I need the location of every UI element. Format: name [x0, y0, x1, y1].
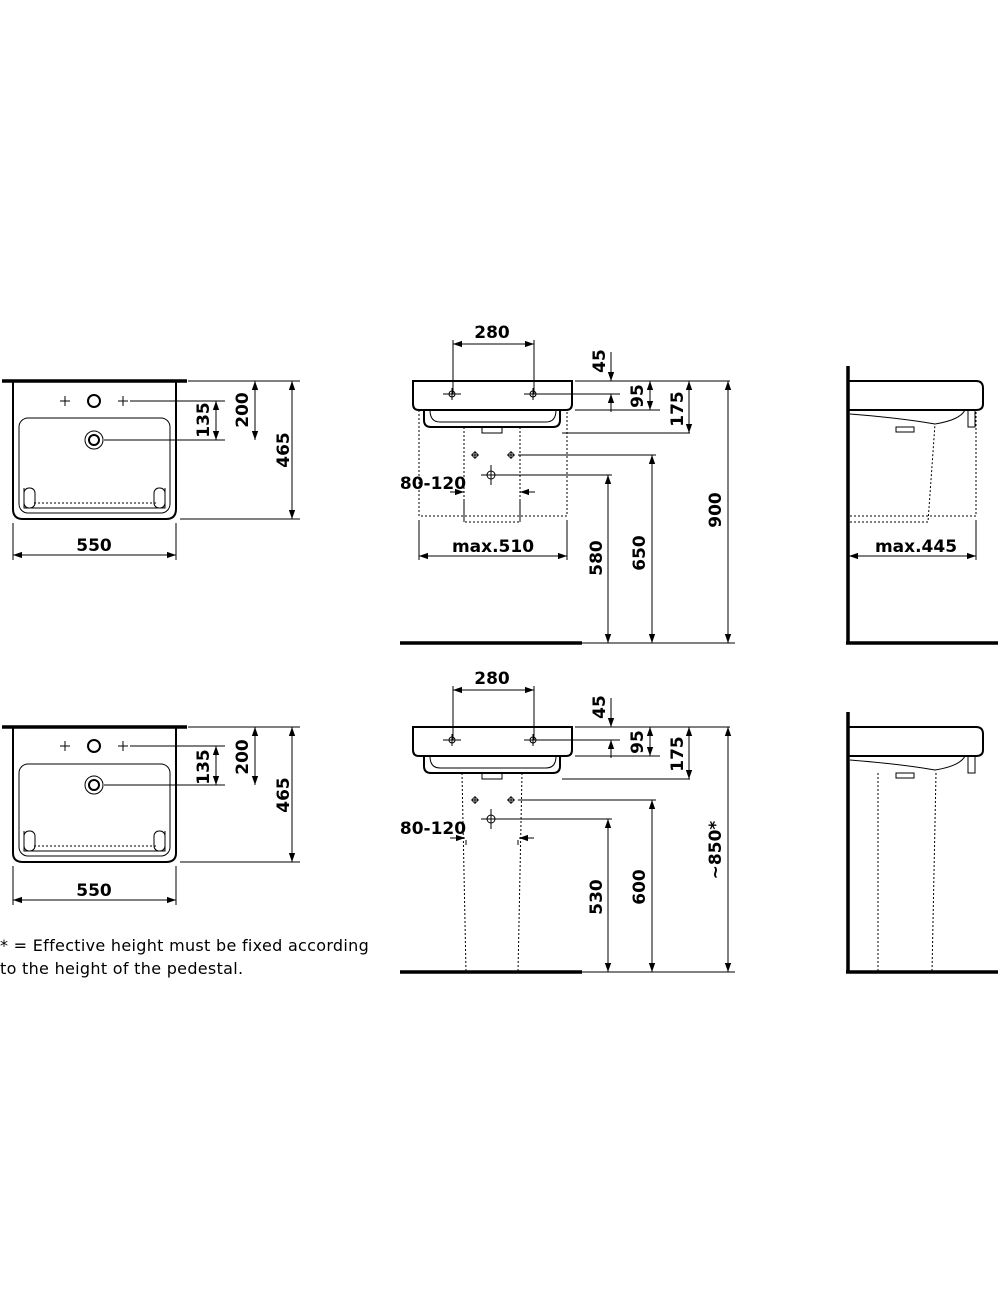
- dim-465: 465: [274, 777, 294, 813]
- dim-95: 95: [628, 730, 648, 754]
- dim-95: 95: [628, 384, 648, 408]
- plan-view-top: [2, 381, 300, 560]
- side-view-top: [846, 366, 998, 643]
- dim-650: 650: [630, 535, 650, 571]
- dim-max445: max.445: [874, 537, 958, 557]
- dim-45: 45: [590, 349, 610, 373]
- dim-550: 550: [76, 881, 112, 901]
- dim-280: 280: [474, 323, 510, 343]
- dim-45: 45: [590, 695, 610, 719]
- footnote: [0, 934, 380, 980]
- dim-900: 900: [706, 492, 726, 528]
- footnote-line-1: * = Effective height must be fixed according: [0, 936, 370, 955]
- dim-80-120: 80-120: [399, 819, 467, 839]
- dim-200: 200: [233, 392, 253, 428]
- dim-850: ~850*: [706, 820, 726, 880]
- footnote-line-2: to the height of the pedestal.: [0, 959, 244, 978]
- tap-hole-icon: [60, 395, 128, 407]
- front-view-bottom: [400, 669, 735, 972]
- dim-175: 175: [668, 391, 688, 427]
- drain-icon: [85, 776, 103, 794]
- dim-550: 550: [76, 536, 112, 556]
- dim-280: 280: [474, 669, 510, 689]
- dim-135: 135: [194, 402, 214, 438]
- plan-view-bottom: [2, 727, 300, 905]
- dim-200: 200: [233, 739, 253, 775]
- drain-icon: [85, 431, 103, 449]
- dim-175: 175: [668, 736, 688, 772]
- dim-80-120: 80-120: [399, 474, 467, 494]
- dim-600: 600: [630, 869, 650, 905]
- dim-465: 465: [274, 432, 294, 468]
- dim-580: 580: [587, 540, 607, 576]
- tap-hole-icon: [60, 740, 128, 752]
- front-view-top: [400, 323, 735, 643]
- side-view-bottom: [846, 712, 998, 972]
- dim-max510: max.510: [451, 537, 535, 557]
- dim-530: 530: [587, 879, 607, 915]
- dim-135: 135: [194, 749, 214, 785]
